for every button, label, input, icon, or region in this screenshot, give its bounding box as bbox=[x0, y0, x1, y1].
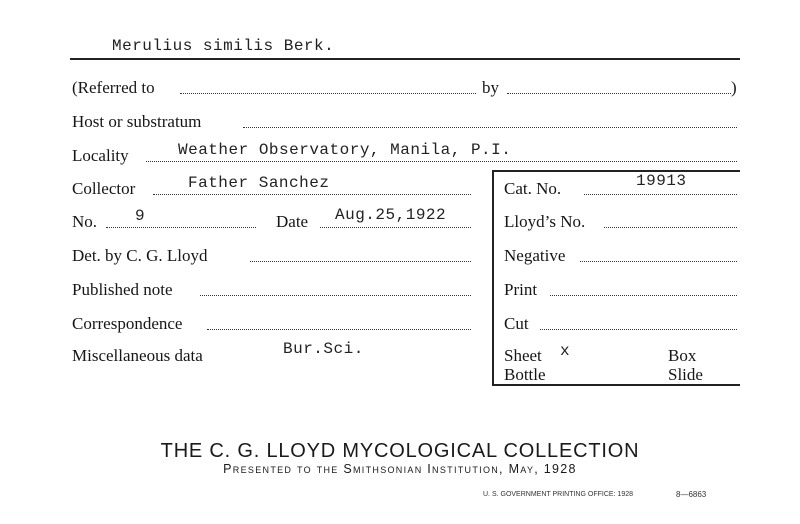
correspondence-label: Correspondence bbox=[72, 314, 183, 333]
form-number: 8—6863 bbox=[676, 490, 707, 499]
number-label: No. bbox=[72, 212, 98, 231]
box-top-rule bbox=[492, 170, 740, 172]
sheet-mark: x bbox=[560, 342, 571, 360]
lloyds-no-label: Lloyd’s No. bbox=[504, 212, 586, 231]
bottle-label: Bottle bbox=[504, 365, 546, 384]
host-label: Host or substratum bbox=[72, 112, 202, 131]
cat-no-field bbox=[584, 194, 737, 195]
det-field bbox=[250, 261, 471, 262]
negative-label: Negative bbox=[504, 246, 566, 265]
published-label: Published note bbox=[72, 280, 173, 299]
cat-no-value: 19913 bbox=[636, 172, 687, 190]
box-left-rule bbox=[492, 170, 494, 386]
collector-label: Collector bbox=[72, 179, 136, 198]
det-label: Det. by C. G. Lloyd bbox=[72, 246, 208, 265]
sheet-label: Sheet bbox=[504, 346, 542, 365]
species-rule bbox=[70, 58, 740, 60]
slide-label: Slide bbox=[668, 365, 703, 384]
cat-no-label: Cat. No. bbox=[504, 179, 562, 198]
cut-label: Cut bbox=[504, 314, 529, 333]
locality-value: Weather Observatory, Manila, P.I. bbox=[178, 141, 512, 159]
negative-field bbox=[580, 261, 737, 262]
date-value: Aug.25,1922 bbox=[335, 206, 447, 224]
number-value: 9 bbox=[135, 207, 146, 225]
host-field bbox=[243, 127, 737, 128]
locality-field bbox=[146, 161, 737, 162]
referred-label: (Referred to bbox=[72, 78, 155, 97]
collector-field bbox=[153, 194, 471, 195]
lloyds-no-field bbox=[604, 227, 737, 228]
correspondence-field bbox=[207, 329, 471, 330]
date-field bbox=[320, 227, 471, 228]
species-name: Merulius similis Berk. bbox=[112, 37, 335, 55]
collector-value: Father Sanchez bbox=[188, 174, 330, 192]
collection-subtitle: Presented to the Smithsonian Institution, May, 1928 bbox=[223, 462, 577, 476]
date-label: Date bbox=[276, 212, 309, 231]
cut-field bbox=[540, 329, 737, 330]
published-field bbox=[200, 295, 471, 296]
referred-field bbox=[180, 93, 476, 94]
print-label: Print bbox=[504, 280, 538, 299]
box-label: Box bbox=[668, 346, 697, 365]
misc-label: Miscellaneous data bbox=[72, 346, 203, 365]
number-field bbox=[106, 227, 256, 228]
collection-title: THE C. G. LLOYD MYCOLOGICAL COLLECTION bbox=[160, 440, 640, 462]
misc-value: Bur.Sci. bbox=[283, 340, 364, 358]
gpo-imprint: U. S. GOVERNMENT PRINTING OFFICE: 1928 bbox=[483, 491, 634, 498]
referred-close: ) bbox=[731, 78, 737, 97]
by-label: by bbox=[482, 78, 499, 97]
print-field bbox=[550, 295, 737, 296]
locality-label: Locality bbox=[72, 146, 129, 165]
by-field bbox=[507, 93, 731, 94]
